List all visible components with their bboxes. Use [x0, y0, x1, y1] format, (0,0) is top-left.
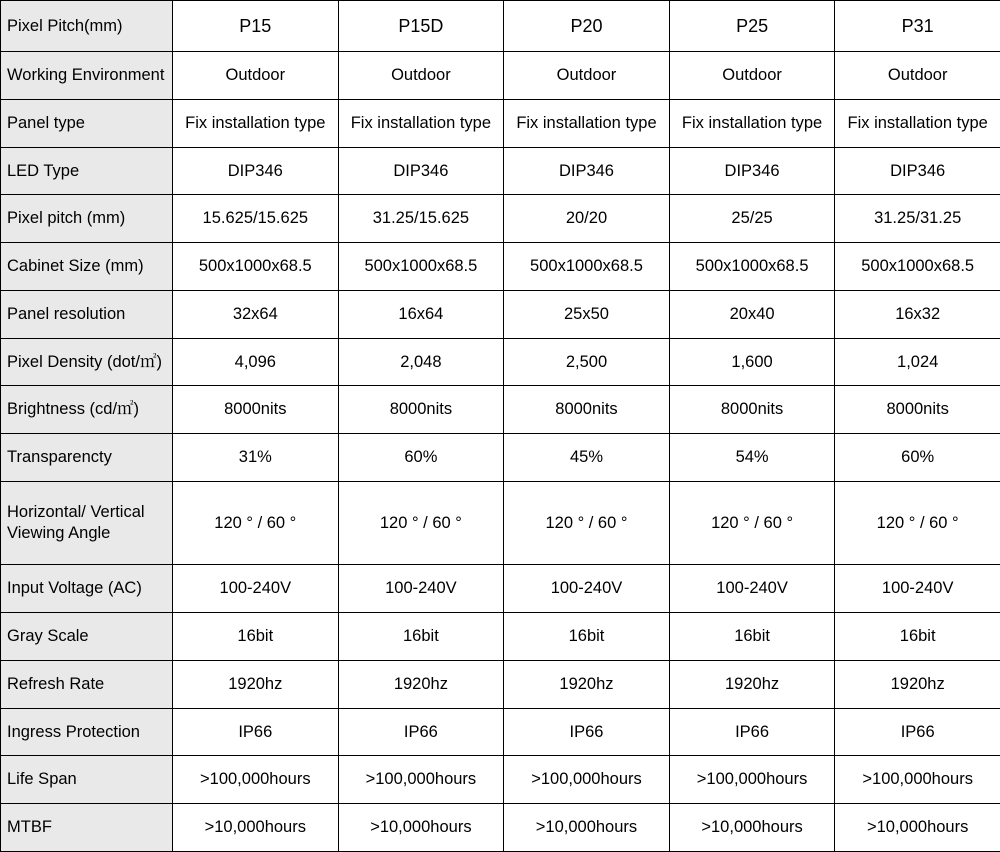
spec-table-body — [1, 1, 1000, 852]
row-label-life-span: Life Span — [1, 756, 173, 804]
cell-transparencty-p15: 31% — [173, 434, 339, 482]
cell-input-voltage-ac-p15d: 100-240V — [338, 565, 504, 613]
cell-panel-resolution-p15d: 16x64 — [338, 290, 504, 338]
table-row — [1, 52, 1000, 100]
cell-pixel-pitch-mm-p25: P25 — [669, 1, 835, 52]
cell-gray-scale-p31: 16bit — [835, 613, 1000, 661]
cell-cabinet-size-mm-p15d: 500x1000x68.5 — [338, 243, 504, 291]
cell-led-type-p25: DIP346 — [669, 147, 835, 195]
cell-ingress-protection-p20: IP66 — [504, 708, 670, 756]
cell-pixel-density-dot-p15: 4,096 — [173, 338, 339, 386]
cell-cabinet-size-mm-p25: 500x1000x68.5 — [669, 243, 835, 291]
cell-brightness-cd-p20: 8000nits — [504, 386, 670, 434]
cell-panel-resolution-p25: 20x40 — [669, 290, 835, 338]
cell-pixel-pitch-mm-p25: 25/25 — [669, 195, 835, 243]
cell-mtbf-p15: >10,000hours — [173, 804, 339, 852]
cell-input-voltage-ac-p25: 100-240V — [669, 565, 835, 613]
cell-mtbf-p25: >10,000hours — [669, 804, 835, 852]
cell-pixel-pitch-mm-p15d: 31.25/15.625 — [338, 195, 504, 243]
cell-pixel-pitch-mm-p15: 15.625/15.625 — [173, 195, 339, 243]
row-label-pixel-pitch-mm: Pixel Pitch(mm) — [1, 1, 173, 52]
row-label-pixel-pitch-mm: Pixel pitch (mm) — [1, 195, 173, 243]
cell-ingress-protection-p25: IP66 — [669, 708, 835, 756]
cell-panel-resolution-p20: 25x50 — [504, 290, 670, 338]
cell-brightness-cd-p15: 8000nits — [173, 386, 339, 434]
row-label-horizontal-vertical-viewing-angle: Horizontal/ Vertical Viewing Angle — [1, 481, 173, 564]
table-row — [1, 1, 1000, 52]
row-label-ingress-protection: Ingress Protection — [1, 708, 173, 756]
cell-panel-resolution-p31: 16x32 — [835, 290, 1000, 338]
cell-pixel-pitch-mm-p31: P31 — [835, 1, 1000, 52]
cell-life-span-p15: >100,000hours — [173, 756, 339, 804]
row-label-mtbf: MTBF — [1, 804, 173, 852]
cell-transparencty-p20: 45% — [504, 434, 670, 482]
cell-ingress-protection-p31: IP66 — [835, 708, 1000, 756]
row-label-transparencty: Transparencty — [1, 434, 173, 482]
cell-pixel-pitch-mm-p20: 20/20 — [504, 195, 670, 243]
cell-life-span-p25: >100,000hours — [669, 756, 835, 804]
cell-pixel-pitch-mm-p31: 31.25/31.25 — [835, 195, 1000, 243]
table-row — [1, 147, 1000, 195]
cell-working-environment-p25: Outdoor — [669, 52, 835, 100]
cell-transparencty-p31: 60% — [835, 434, 1000, 482]
cell-working-environment-p15: Outdoor — [173, 52, 339, 100]
cell-pixel-pitch-mm-p15d: P15D — [338, 1, 504, 52]
cell-panel-type-p15d: Fix installation type — [338, 99, 504, 147]
cell-pixel-density-dot-p15d: 2,048 — [338, 338, 504, 386]
cell-mtbf-p31: >10,000hours — [835, 804, 1000, 852]
cell-gray-scale-p25: 16bit — [669, 613, 835, 661]
table-row — [1, 613, 1000, 661]
cell-ingress-protection-p15d: IP66 — [338, 708, 504, 756]
cell-brightness-cd-p15d: 8000nits — [338, 386, 504, 434]
cell-brightness-cd-p25: 8000nits — [669, 386, 835, 434]
row-label-panel-type: Panel type — [1, 99, 173, 147]
cell-cabinet-size-mm-p20: 500x1000x68.5 — [504, 243, 670, 291]
cell-life-span-p31: >100,000hours — [835, 756, 1000, 804]
cell-pixel-density-dot-p31: 1,024 — [835, 338, 1000, 386]
table-row — [1, 804, 1000, 852]
table-row — [1, 708, 1000, 756]
cell-refresh-rate-p15: 1920hz — [173, 660, 339, 708]
row-label-working-environment: Working Environment — [1, 52, 173, 100]
row-label-gray-scale: Gray Scale — [1, 613, 173, 661]
row-label-input-voltage-ac: Input Voltage (AC) — [1, 565, 173, 613]
cell-refresh-rate-p31: 1920hz — [835, 660, 1000, 708]
cell-working-environment-p20: Outdoor — [504, 52, 670, 100]
table-row — [1, 386, 1000, 434]
row-label-refresh-rate: Refresh Rate — [1, 660, 173, 708]
row-label-panel-resolution: Panel resolution — [1, 290, 173, 338]
cell-cabinet-size-mm-p31: 500x1000x68.5 — [835, 243, 1000, 291]
table-row — [1, 99, 1000, 147]
cell-gray-scale-p15: 16bit — [173, 613, 339, 661]
cell-refresh-rate-p25: 1920hz — [669, 660, 835, 708]
cell-horizontal-vertical-viewing-angle-p15d: 120 ° / 60 ° — [338, 481, 504, 564]
cell-input-voltage-ac-p31: 100-240V — [835, 565, 1000, 613]
cell-cabinet-size-mm-p15: 500x1000x68.5 — [173, 243, 339, 291]
cell-led-type-p20: DIP346 — [504, 147, 670, 195]
cell-led-type-p15d: DIP346 — [338, 147, 504, 195]
cell-refresh-rate-p15d: 1920hz — [338, 660, 504, 708]
row-label-cabinet-size-mm: Cabinet Size (mm) — [1, 243, 173, 291]
cell-panel-resolution-p15: 32x64 — [173, 290, 339, 338]
table-row — [1, 565, 1000, 613]
cell-mtbf-p15d: >10,000hours — [338, 804, 504, 852]
cell-life-span-p20: >100,000hours — [504, 756, 670, 804]
table-row — [1, 756, 1000, 804]
cell-working-environment-p31: Outdoor — [835, 52, 1000, 100]
table-row — [1, 290, 1000, 338]
cell-gray-scale-p20: 16bit — [504, 613, 670, 661]
cell-pixel-pitch-mm-p15: P15 — [173, 1, 339, 52]
cell-input-voltage-ac-p20: 100-240V — [504, 565, 670, 613]
cell-pixel-density-dot-p25: 1,600 — [669, 338, 835, 386]
cell-working-environment-p15d: Outdoor — [338, 52, 504, 100]
cell-panel-type-p25: Fix installation type — [669, 99, 835, 147]
cell-pixel-density-dot-p20: 2,500 — [504, 338, 670, 386]
table-row — [1, 338, 1000, 386]
cell-horizontal-vertical-viewing-angle-p31: 120 ° / 60 ° — [835, 481, 1000, 564]
cell-horizontal-vertical-viewing-angle-p15: 120 ° / 60 ° — [173, 481, 339, 564]
cell-mtbf-p20: >10,000hours — [504, 804, 670, 852]
table-row — [1, 243, 1000, 291]
table-row — [1, 195, 1000, 243]
cell-refresh-rate-p20: 1920hz — [504, 660, 670, 708]
table-row — [1, 481, 1000, 564]
cell-led-type-p15: DIP346 — [173, 147, 339, 195]
cell-led-type-p31: DIP346 — [835, 147, 1000, 195]
cell-horizontal-vertical-viewing-angle-p20: 120 ° / 60 ° — [504, 481, 670, 564]
cell-transparencty-p25: 54% — [669, 434, 835, 482]
table-row — [1, 434, 1000, 482]
cell-panel-type-p15: Fix installation type — [173, 99, 339, 147]
table-row — [1, 660, 1000, 708]
cell-horizontal-vertical-viewing-angle-p25: 120 ° / 60 ° — [669, 481, 835, 564]
cell-ingress-protection-p15: IP66 — [173, 708, 339, 756]
row-label-led-type: LED Type — [1, 147, 173, 195]
cell-input-voltage-ac-p15: 100-240V — [173, 565, 339, 613]
cell-transparencty-p15d: 60% — [338, 434, 504, 482]
cell-pixel-pitch-mm-p20: P20 — [504, 1, 670, 52]
row-label-pixel-density-dot: Pixel Density (dot/㎡) — [1, 338, 173, 386]
cell-panel-type-p31: Fix installation type — [835, 99, 1000, 147]
cell-gray-scale-p15d: 16bit — [338, 613, 504, 661]
cell-brightness-cd-p31: 8000nits — [835, 386, 1000, 434]
cell-life-span-p15d: >100,000hours — [338, 756, 504, 804]
row-label-brightness-cd: Brightness (cd/㎡) — [1, 386, 173, 434]
cell-panel-type-p20: Fix installation type — [504, 99, 670, 147]
